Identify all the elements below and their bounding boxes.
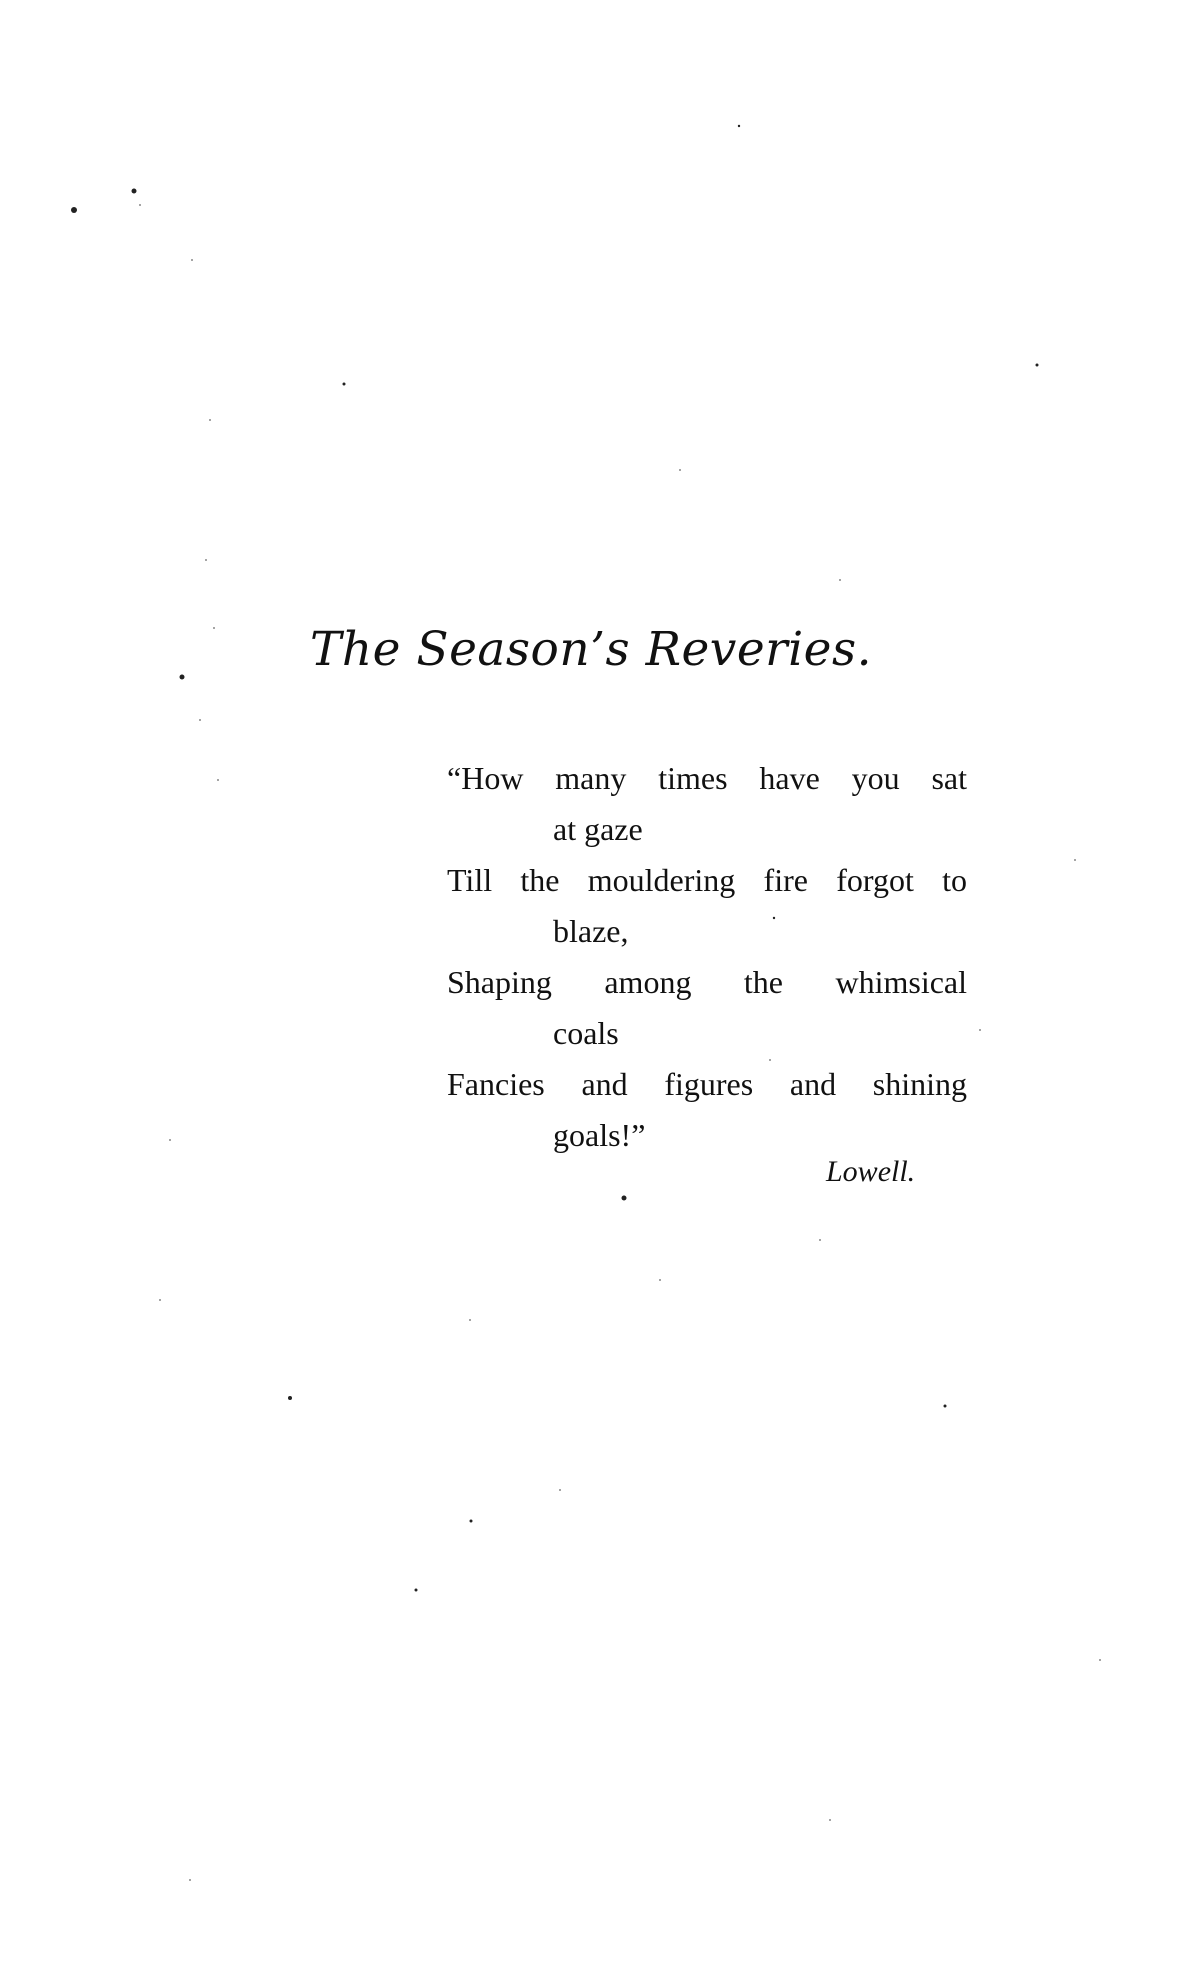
poem-line: Till the mouldering fire forgot to [447,862,967,898]
epigraph-attribution: Lowell. [826,1155,916,1188]
poem-line: at gaze [553,811,643,847]
poem-line: Shaping among the whimsical [447,964,967,1000]
poem-line: Fancies and figures and shining [447,1066,967,1102]
poem-line: coals [553,1015,619,1051]
poem-line: “How many times have you sat [447,760,967,796]
epigraph [447,753,967,1161]
poem-line: blaze, [553,913,629,949]
poem-line: goals!” [553,1117,646,1153]
page-title: The Season’s Reveries. [310,622,873,677]
